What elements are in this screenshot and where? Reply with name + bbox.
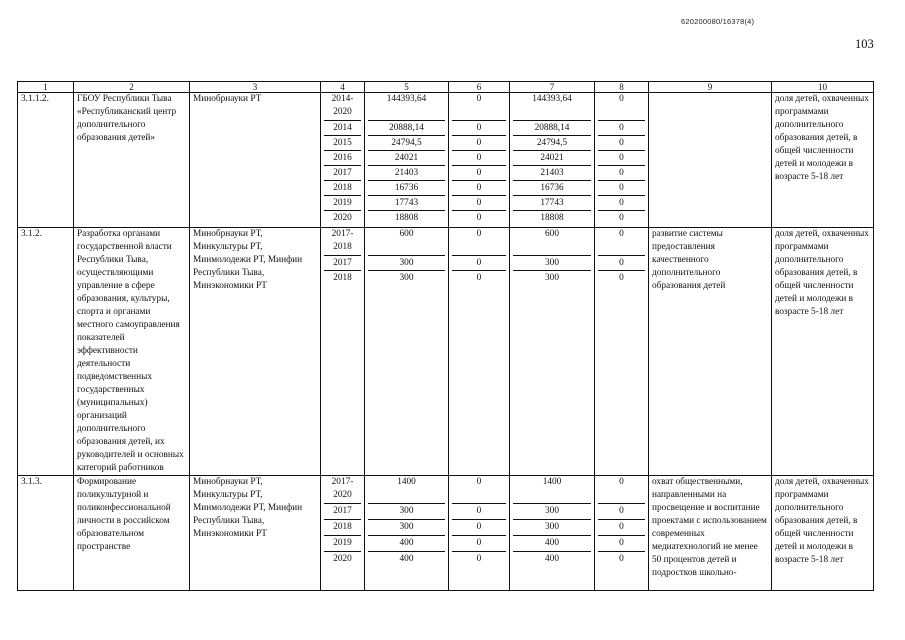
period-cell-value: 2020 <box>324 551 361 567</box>
amount-other-cell-value: 0 <box>598 150 645 165</box>
amount-total-cell <box>365 228 449 476</box>
amount-regional-cell-value: 17743 <box>513 195 591 210</box>
header-col-4: 4 <box>321 82 365 93</box>
amount-total-cell-value: 300 <box>368 519 445 535</box>
header-col-1: 1 <box>18 82 74 93</box>
amount-regional-cell-value: 20888,14 <box>513 120 591 135</box>
expected-result-cell <box>649 93 772 228</box>
amount-federal-cell-value: 0 <box>452 180 506 195</box>
period-cell-value: 2018 <box>324 519 361 535</box>
amount-other-cell-value: 0 <box>598 519 645 535</box>
period-cell-value: 2014 <box>324 120 361 135</box>
expected-result-cell: развитие системы предоставления качественного дополнительного образования детей <box>649 228 772 476</box>
amount-regional-cell-value: 24794,5 <box>513 135 591 150</box>
period-cell-value: 2017-2020 <box>331 477 354 500</box>
indicator-cell: доля детей, охваченных программами дополнительного образования детей, в общей численности детей и молодежи в возрасте 5-18 лет <box>772 228 874 476</box>
period-cell-value: 2017 <box>324 503 361 519</box>
amount-other-cell-value: 0 <box>598 195 645 210</box>
header-col-7: 7 <box>510 82 595 93</box>
row-code: 3.1.1.2. <box>18 93 74 228</box>
amount-regional-cell-value: 300 <box>513 255 591 270</box>
amount-regional-cell-value: 1400 <box>542 477 562 487</box>
table-row <box>18 228 874 476</box>
amount-federal-cell-value: 0 <box>452 120 506 135</box>
document-number: 620200080/16378(4) <box>681 17 755 26</box>
period-cell-value: 2016 <box>324 150 361 165</box>
amount-other-cell-value: 0 <box>598 255 645 270</box>
page-number: 103 <box>855 37 874 51</box>
amount-total-cell-value: 144393,64 <box>386 94 427 104</box>
period-cell-value: 2015 <box>324 135 361 150</box>
amount-regional-cell-value: 18808 <box>513 210 591 225</box>
amount-other-cell-value: 0 <box>598 165 645 180</box>
amount-regional-cell-value: 21403 <box>513 165 591 180</box>
amount-total-cell-value: 300 <box>368 503 445 519</box>
amount-regional-cell-value: 300 <box>513 519 591 535</box>
period-cell-value: 2014-2020 <box>331 94 354 117</box>
amount-total-cell-value: 24794,5 <box>368 135 445 150</box>
amount-total-cell-value: 400 <box>368 551 445 567</box>
measure-name: Формирование поликультурной и поликонфессиональной личности в российском образовательном пространстве <box>74 476 190 591</box>
amount-total-cell-value: 21403 <box>368 165 445 180</box>
expected-result-cell: охват общественными, направленными на просвещение и воспитание проектами с использованием современных медиатехнологий не менее 50 процентов детей и подростков школьно- <box>649 476 772 591</box>
amount-federal-cell <box>449 93 510 228</box>
period-cell-value: 2020 <box>324 210 361 225</box>
amount-total-cell-value: 1400 <box>397 477 416 487</box>
row-code: 3.1.2. <box>18 228 74 476</box>
period-cell-value: 2017 <box>324 255 361 270</box>
amount-other-cell-value: 0 <box>598 180 645 195</box>
executor-cell: Минобрнауки РТ, Минкультуры РТ, Минмолодежи РТ, Минфин Республики Тыва, Минэкономики РТ <box>190 228 321 476</box>
indicator-cell: доля детей, охваченных программами дополнительного образования детей, в общей численности детей и молодежи в возрасте 5-18 лет <box>772 93 874 228</box>
row-code: 3.1.3. <box>18 476 74 591</box>
amount-regional-cell-value: 400 <box>513 551 591 567</box>
amount-other-cell <box>595 228 649 476</box>
amount-federal-cell-value: 0 <box>452 150 506 165</box>
amount-total-cell-value: 600 <box>399 229 414 239</box>
amount-other-cell <box>595 476 649 591</box>
amount-total-cell-value: 16736 <box>368 180 445 195</box>
amount-federal-cell <box>449 476 510 591</box>
table-row <box>18 476 874 591</box>
amount-other-cell-value: 0 <box>598 551 645 567</box>
amount-other-cell <box>595 93 649 228</box>
amount-total-cell-value: 24021 <box>368 150 445 165</box>
header-col-10: 10 <box>772 82 874 93</box>
amount-other-cell-value: 0 <box>598 270 645 285</box>
amount-federal-cell-value: 0 <box>452 165 506 180</box>
period-cell <box>321 93 365 228</box>
amount-total-cell <box>365 93 449 228</box>
amount-other-cell-value: 0 <box>598 135 645 150</box>
amount-total-cell-value: 400 <box>368 535 445 551</box>
measure-name: ГБОУ Республики Тыва «Республиканский центр дополнительного образования детей» <box>74 93 190 228</box>
amount-regional-cell-value: 400 <box>513 535 591 551</box>
period-cell <box>321 476 365 591</box>
amount-other-cell-value: 0 <box>598 535 645 551</box>
amount-federal-cell-value: 0 <box>452 535 506 551</box>
amount-federal-cell-value: 0 <box>452 135 506 150</box>
amount-total-cell-value: 300 <box>368 270 445 285</box>
amount-total-cell-value: 20888,14 <box>368 120 445 135</box>
amount-regional-cell-value: 144393,64 <box>532 94 572 104</box>
amount-total-cell-value: 18808 <box>368 210 445 225</box>
period-cell-value: 2017-2018 <box>331 229 354 252</box>
header-col-6: 6 <box>449 82 510 93</box>
amount-regional-cell-value: 300 <box>513 503 591 519</box>
amount-total-cell <box>365 476 449 591</box>
amount-federal-cell <box>449 228 510 476</box>
amount-total-cell-value: 300 <box>368 255 445 270</box>
amount-federal-cell-value: 0 <box>476 94 482 104</box>
amount-federal-cell-value: 0 <box>452 195 506 210</box>
period-cell-value: 2018 <box>324 270 361 285</box>
program-table <box>17 81 874 591</box>
amount-total-cell-value: 17743 <box>368 195 445 210</box>
amount-regional-cell <box>510 476 595 591</box>
amount-regional-cell <box>510 93 595 228</box>
amount-federal-cell-value: 0 <box>452 551 506 567</box>
header-col-9: 9 <box>649 82 772 93</box>
amount-federal-cell-value: 0 <box>452 503 506 519</box>
header-col-2: 2 <box>74 82 190 93</box>
indicator-cell: доля детей, охваченных программами дополнительного образования детей, в общей численности детей и молодежи в возрасте 5-18 лет <box>772 476 874 591</box>
amount-other-cell-value: 0 <box>598 120 645 135</box>
amount-federal-cell-value: 0 <box>476 229 482 239</box>
executor-cell: Минобрнауки РТ <box>190 93 321 228</box>
amount-regional-cell-value: 600 <box>545 229 559 239</box>
amount-regional-cell <box>510 228 595 476</box>
amount-regional-cell-value: 300 <box>513 270 591 285</box>
header-col-8: 8 <box>595 82 649 93</box>
amount-federal-cell-value: 0 <box>452 255 506 270</box>
executor-cell: Минобрнауки РТ, Минкультуры РТ, Минмолодежи РТ, Минфин Республики Тыва, Минэкономики РТ <box>190 476 321 591</box>
amount-federal-cell-value: 0 <box>476 477 482 487</box>
amount-federal-cell-value: 0 <box>452 270 506 285</box>
header-row <box>18 82 874 93</box>
period-cell-value: 2018 <box>324 180 361 195</box>
amount-other-cell-value: 0 <box>598 503 645 519</box>
amount-other-cell-value: 0 <box>619 229 624 239</box>
amount-other-cell-value: 0 <box>619 477 624 487</box>
period-cell-value: 2017 <box>324 165 361 180</box>
period-cell-value: 2019 <box>324 535 361 551</box>
measure-name: Разработка органами государственной власти Республики Тыва, осуществляющими управление в сфере образования, культуры, спорта и органами местного самоуправления показателей эффективности деятельности подведомственных государственных (муниципальных) организаций дополнительного образования детей, их руководителей и основных категорий работников <box>74 228 190 476</box>
table-row <box>18 93 874 228</box>
period-cell <box>321 228 365 476</box>
amount-regional-cell-value: 16736 <box>513 180 591 195</box>
amount-other-cell-value: 0 <box>619 94 624 104</box>
period-cell-value: 2019 <box>324 195 361 210</box>
amount-federal-cell-value: 0 <box>452 210 506 225</box>
amount-regional-cell-value: 24021 <box>513 150 591 165</box>
amount-other-cell-value: 0 <box>598 210 645 225</box>
header-col-5: 5 <box>365 82 449 93</box>
header-col-3: 3 <box>190 82 321 93</box>
amount-federal-cell-value: 0 <box>452 519 506 535</box>
